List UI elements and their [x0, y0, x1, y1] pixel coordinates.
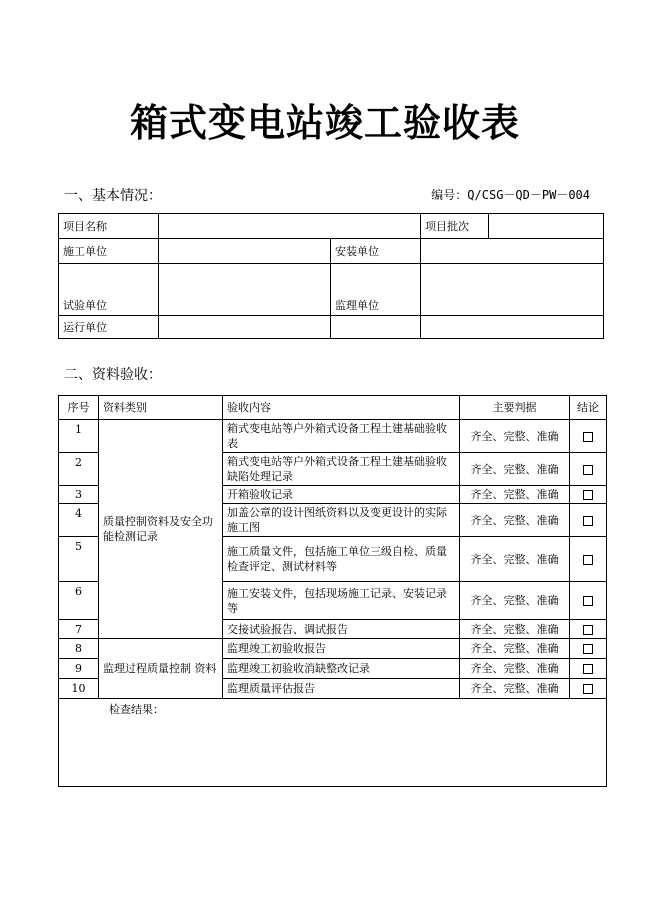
row-content: 监理竣工初验收消缺整改记录 [223, 659, 460, 679]
value-operation-unit[interactable] [159, 316, 331, 339]
header-category: 资料类别 [99, 396, 223, 420]
category-quality-control: 质量控制资料及安全功能检测记录 [99, 420, 223, 639]
doc-number-value: Q/CSG－QD－PW－004 [467, 188, 590, 202]
inspection-result-area[interactable] [59, 699, 607, 787]
conclusion-checkbox-cell[interactable] [570, 620, 607, 639]
conclusion-checkbox[interactable] [583, 490, 593, 500]
row-content: 监理质量评估报告 [223, 679, 460, 699]
category-supervision: 监理过程质量控制 资料 [99, 639, 223, 699]
row-no: 8 [59, 639, 99, 659]
doc-number [431, 186, 590, 203]
row-content: 箱式变电站等户外箱式设备工程土建基础验收缺陷处理记录 [223, 453, 460, 486]
value-installation-unit[interactable] [421, 239, 604, 264]
conclusion-checkbox-cell[interactable] [570, 420, 607, 453]
section-material-heading: 二、资料验收： [64, 367, 162, 383]
conclusion-checkbox-cell[interactable] [570, 486, 607, 504]
conclusion-checkbox-cell[interactable] [570, 639, 607, 659]
conclusion-checkbox[interactable] [583, 625, 593, 635]
row-no: 2 [59, 453, 99, 486]
row-criteria: 齐全、完整、准确 [460, 620, 570, 639]
row-criteria: 齐全、完整、准确 [460, 420, 570, 453]
value-construction-unit[interactable] [159, 239, 331, 264]
section-basic-info-heading: 一、基本情况： [64, 188, 162, 204]
conclusion-checkbox-cell[interactable] [570, 504, 607, 537]
row-criteria: 齐全、完整、准确 [460, 679, 570, 699]
label-project-batch: 项目批次 [421, 214, 489, 239]
row-no: 10 [59, 679, 99, 699]
conclusion-checkbox-cell[interactable] [570, 679, 607, 699]
header-conclusion: 结论 [570, 396, 607, 420]
conclusion-checkbox-cell[interactable] [570, 453, 607, 486]
row-criteria: 齐全、完整、准确 [460, 504, 570, 537]
row-content: 监理竣工初验收报告 [223, 639, 460, 659]
conclusion-checkbox[interactable] [583, 644, 593, 654]
conclusion-checkbox[interactable] [583, 596, 593, 606]
label-construction-unit: 施工单位 [59, 239, 159, 264]
row-no: 1 [59, 420, 99, 453]
value-project-batch[interactable] [489, 214, 604, 239]
label-project-name: 项目名称 [59, 214, 159, 239]
value-project-name[interactable] [159, 214, 421, 239]
material-acceptance-table [58, 395, 607, 787]
row-criteria: 齐全、完整、准确 [460, 659, 570, 679]
row-criteria: 齐全、完整、准确 [460, 639, 570, 659]
value-supervision-unit[interactable] [421, 264, 604, 316]
conclusion-checkbox[interactable] [583, 432, 593, 442]
operation-unit-blank-2 [421, 316, 604, 339]
conclusion-checkbox[interactable] [583, 664, 593, 674]
row-no: 4 [59, 504, 99, 537]
label-testing-unit: 试验单位 [59, 264, 159, 316]
row-no: 7 [59, 620, 99, 639]
basic-info-table [58, 213, 604, 339]
row-content: 施工质量文件，包括施工单位三级自检、质量检查评定、测试材料等 [223, 537, 460, 582]
row-criteria: 齐全、完整、准确 [460, 486, 570, 504]
row-no: 9 [59, 659, 99, 679]
conclusion-checkbox-cell[interactable] [570, 659, 607, 679]
row-content: 交接试验报告、调试报告 [223, 620, 460, 639]
header-no: 序号 [59, 396, 99, 420]
row-criteria: 齐全、完整、准确 [460, 582, 570, 620]
value-testing-unit[interactable] [159, 264, 331, 316]
header-criteria: 主要判据 [460, 396, 570, 420]
conclusion-checkbox-cell[interactable] [570, 537, 607, 582]
conclusion-checkbox-cell[interactable] [570, 582, 607, 620]
conclusion-checkbox[interactable] [583, 555, 593, 565]
row-content: 施工安装文件，包括现场施工记录、安装记录等 [223, 582, 460, 620]
operation-unit-blank-1 [331, 316, 421, 339]
conclusion-checkbox[interactable] [583, 465, 593, 475]
label-supervision-unit: 监理单位 [331, 264, 421, 316]
doc-number-label: 编号： [431, 188, 468, 202]
label-installation-unit: 安装单位 [331, 239, 421, 264]
row-content: 箱式变电站等户外箱式设备工程土建基础验收表 [223, 420, 460, 453]
conclusion-checkbox[interactable] [583, 684, 593, 694]
row-criteria: 齐全、完整、准确 [460, 453, 570, 486]
row-content: 加盖公章的设计图纸资料以及变更设计的实际施工图 [223, 504, 460, 537]
header-content: 验收内容 [223, 396, 460, 420]
row-content: 开箱验收记录 [223, 486, 460, 504]
page-title: 箱式变电站竣工验收表 [129, 101, 520, 145]
label-operation-unit: 运行单位 [59, 316, 159, 339]
row-no: 3 [59, 486, 99, 504]
inspection-result-label: 检查结果： [109, 703, 164, 716]
row-no: 5 [59, 537, 99, 582]
row-no: 6 [59, 582, 99, 620]
row-criteria: 齐全、完整、准确 [460, 537, 570, 582]
conclusion-checkbox[interactable] [583, 516, 593, 526]
